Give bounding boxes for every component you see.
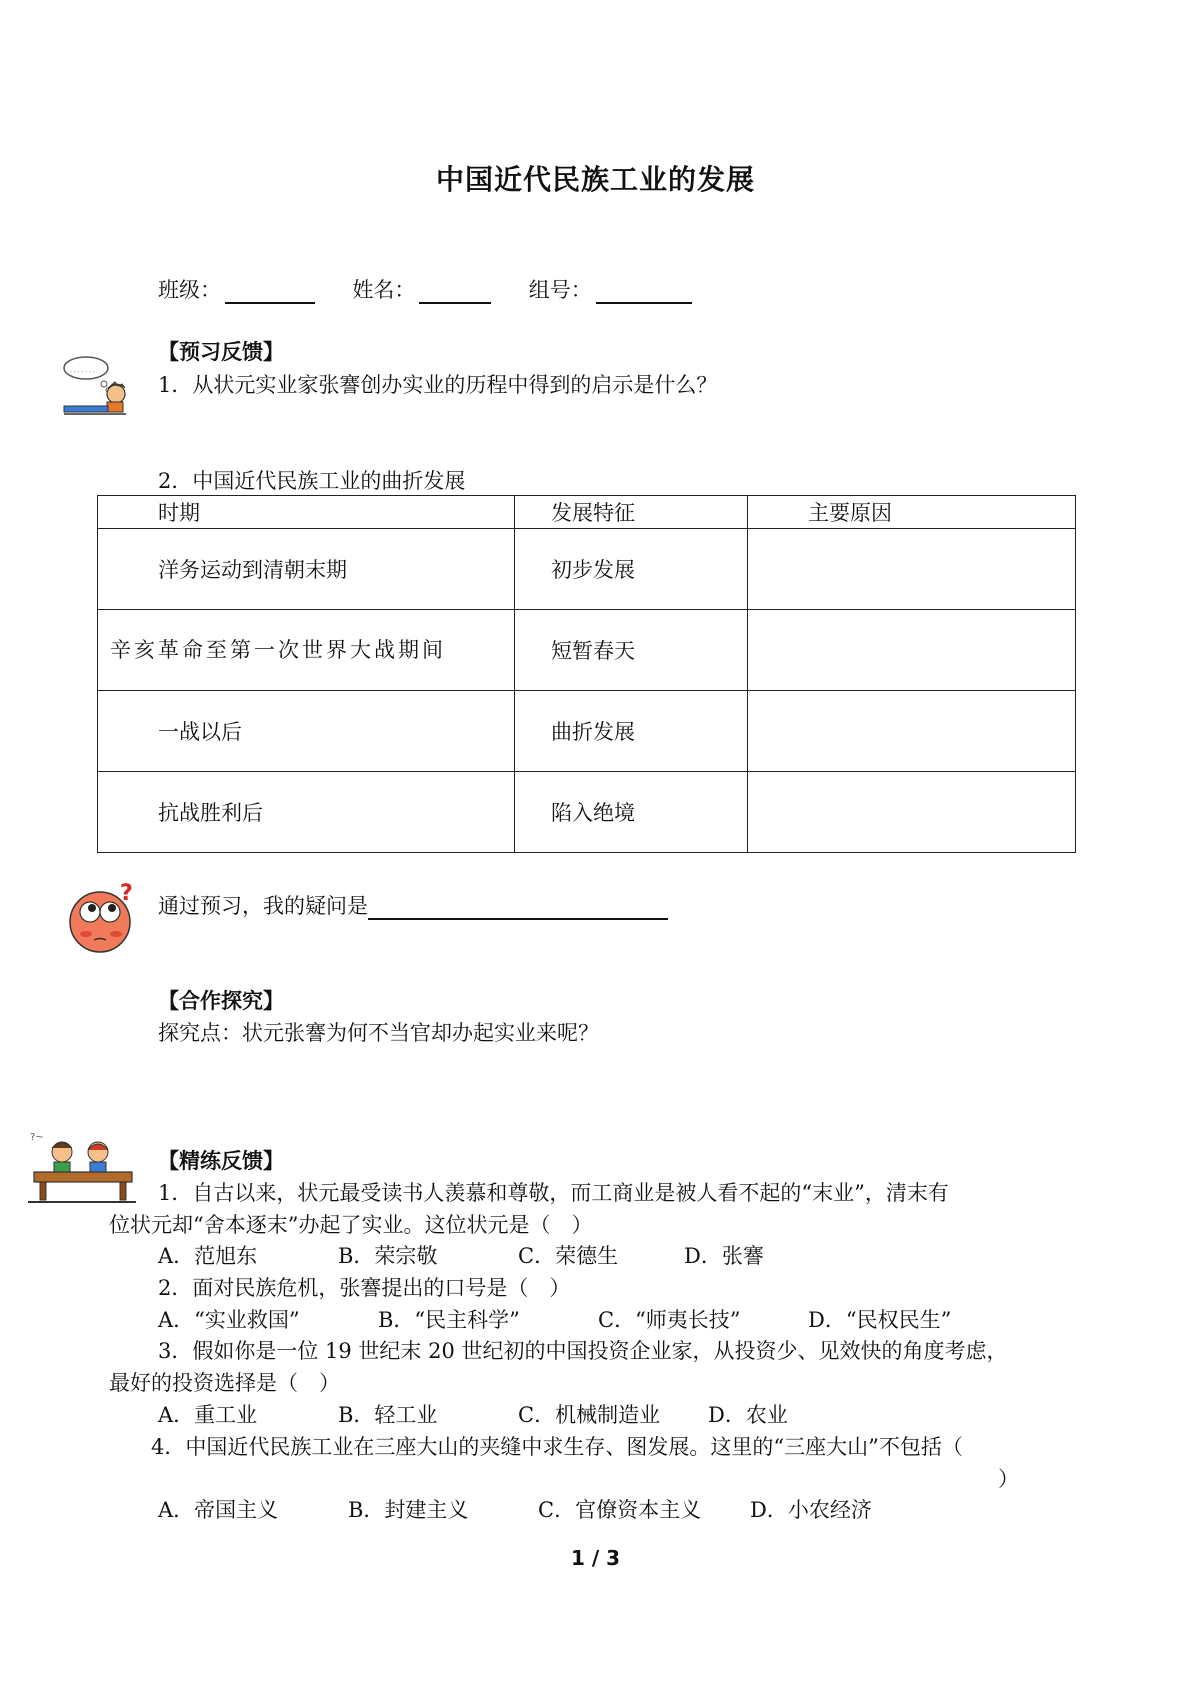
option-a[interactable]: A．重工业 bbox=[158, 1403, 258, 1427]
confused-face-icon bbox=[68, 882, 138, 958]
period-cell: 抗战胜利后 bbox=[98, 772, 515, 853]
period-cell: 辛亥革命至第一次世界大战期间 bbox=[98, 610, 515, 691]
svg-text:?: ? bbox=[120, 882, 133, 906]
page-title: 中国近代民族工业的发展 bbox=[435, 163, 755, 196]
practice-q4-line2: ） bbox=[998, 1467, 1019, 1491]
option-d[interactable]: D．张謇 bbox=[684, 1244, 764, 1268]
group-blank[interactable] bbox=[596, 280, 692, 304]
question-blank[interactable] bbox=[368, 896, 668, 920]
option-c[interactable]: C．荣德生 bbox=[518, 1244, 619, 1268]
question-prompt-label: 通过预习，我的疑问是 bbox=[158, 894, 368, 918]
reason-cell[interactable] bbox=[748, 691, 1076, 772]
option-a[interactable]: A．“实业救国” bbox=[158, 1308, 300, 1332]
practice-heading: 【精练反馈】 bbox=[158, 1149, 284, 1173]
group-label: 组号： bbox=[528, 278, 592, 302]
period-cell: 一战以后 bbox=[98, 691, 515, 772]
feature-cell: 曲折发展 bbox=[515, 691, 748, 772]
class-blank[interactable] bbox=[225, 280, 315, 304]
thinking-student-icon bbox=[60, 354, 132, 420]
option-c[interactable]: C．官僚资本主义 bbox=[538, 1498, 702, 1522]
option-b[interactable]: B．封建主义 bbox=[348, 1498, 469, 1522]
feature-cell: 初步发展 bbox=[515, 529, 748, 610]
practice-q2-options bbox=[158, 1304, 951, 1334]
class-label: 班级： bbox=[158, 278, 221, 302]
table-row bbox=[98, 529, 1076, 610]
option-a[interactable]: A．范旭东 bbox=[158, 1244, 258, 1268]
option-c[interactable]: C．机械制造业 bbox=[518, 1403, 661, 1427]
reason-cell[interactable] bbox=[748, 529, 1076, 610]
period-cell: 洋务运动到清朝末期 bbox=[98, 529, 515, 610]
option-c[interactable]: C．“师夷长技” bbox=[598, 1308, 741, 1332]
header-period: 时期 bbox=[98, 496, 515, 529]
preview-heading: 【预习反馈】 bbox=[158, 340, 284, 364]
table-row bbox=[98, 772, 1076, 853]
header-reason: 主要原因 bbox=[748, 496, 1076, 529]
table-row bbox=[98, 610, 1076, 691]
table-row bbox=[98, 691, 1076, 772]
option-b[interactable]: B．“民主科学” bbox=[378, 1308, 520, 1332]
preview-question-1: 1．从状元实业家张謇创办实业的历程中得到的启示是什么？ bbox=[158, 373, 718, 397]
practice-q1-line2: 位状元却“舍本逐末”办起了实业。这位状元是（ ） bbox=[109, 1213, 593, 1237]
students-at-desk-icon bbox=[26, 1128, 138, 1208]
question-prompt-row bbox=[158, 890, 668, 920]
table-header-row bbox=[98, 496, 1076, 529]
practice-q1-line1: 1．自古以来，状元最受读书人羡慕和尊敬，而工商业是被人看不起的“末业”，清末有 bbox=[158, 1181, 949, 1205]
option-b[interactable]: B．轻工业 bbox=[338, 1403, 438, 1427]
practice-q3-line2: 最好的投资选择是（ ） bbox=[109, 1371, 340, 1395]
feature-cell: 短暂春天 bbox=[515, 610, 748, 691]
practice-q4-line1: 4．中国近代民族工业在三座大山的夹缝中求生存、图发展。这里的“三座大山”不包括（ bbox=[151, 1435, 963, 1459]
header-feature: 发展特征 bbox=[515, 496, 748, 529]
option-a[interactable]: A．帝国主义 bbox=[158, 1498, 279, 1522]
option-b[interactable]: B．荣宗敬 bbox=[338, 1244, 438, 1268]
industry-development-table bbox=[97, 495, 1076, 853]
name-blank[interactable] bbox=[419, 280, 491, 304]
svg-text:. . . . . . .: . . . . . . . bbox=[70, 367, 95, 374]
feature-cell: 陷入绝境 bbox=[515, 772, 748, 853]
explore-point: 探究点：状元张謇为何不当官却办起实业来呢？ bbox=[158, 1021, 599, 1045]
name-label: 姓名： bbox=[352, 278, 416, 302]
svg-text:?~: ?~ bbox=[30, 1132, 44, 1143]
explore-heading: 【合作探究】 bbox=[158, 989, 284, 1013]
page-number: 1 / 3 bbox=[570, 1546, 621, 1570]
preview-question-2: 2．中国近代民族工业的曲折发展 bbox=[158, 469, 466, 493]
practice-q2-line1: 2．面对民族危机，张謇提出的口号是（ ） bbox=[158, 1276, 571, 1300]
reason-cell[interactable] bbox=[748, 772, 1076, 853]
practice-q3-options bbox=[158, 1399, 788, 1429]
practice-q3-line1: 3．假如你是一位 19 世纪末 20 世纪初的中国投资企业家，从投资少、见效快的角度考虑， bbox=[158, 1339, 1008, 1363]
reason-cell[interactable] bbox=[748, 610, 1076, 691]
option-d[interactable]: D．小农经济 bbox=[750, 1498, 872, 1522]
student-info-row bbox=[158, 274, 692, 304]
practice-q4-options bbox=[158, 1494, 872, 1524]
practice-q1-options bbox=[158, 1240, 764, 1270]
option-d[interactable]: D．“民权民生” bbox=[808, 1308, 952, 1332]
option-d[interactable]: D．农业 bbox=[708, 1403, 788, 1427]
